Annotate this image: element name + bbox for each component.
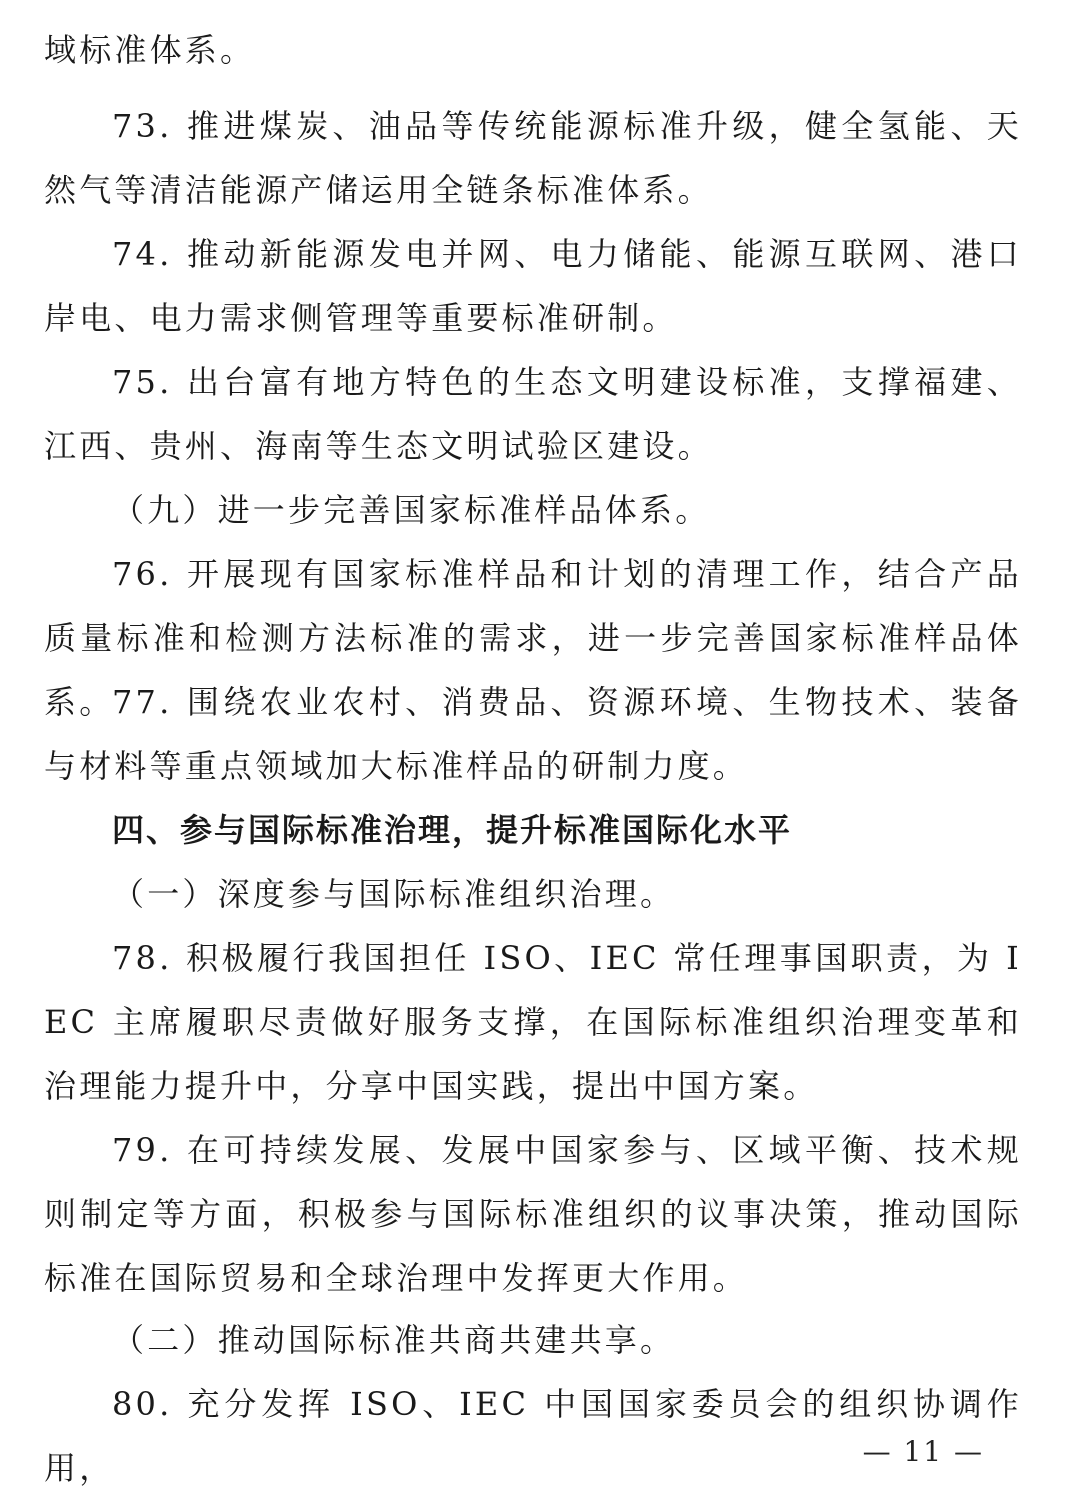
- paragraph-74: 74. 推动新能源发电并网、电力储能、能源互联网、港口岸电、电力需求侧管理等重要标准研制。: [44, 235, 1022, 337]
- page-number: — 11 —: [862, 1435, 984, 1468]
- paragraph-76: 76. 开展现有国家标准样品和计划的清理工作，结合产品质量标准和检测方法标准的需求，进一步完善国家标准样品体系。: [44, 555, 1022, 721]
- subheading-1: （一）深度参与国际标准组织治理。: [112, 875, 676, 913]
- paragraph-75: 75. 出台富有地方特色的生态文明建设标准，支撑福建、江西、贵州、海南等生态文明试验区建设。: [44, 363, 1022, 465]
- paragraph-73: 73. 推进煤炭、油品等传统能源标准升级，健全氢能、天然气等清洁能源产储运用全链条标准体系。: [44, 107, 1022, 209]
- subheading-2: （二）推动国际标准共商共建共享。: [112, 1321, 676, 1359]
- paragraph-79: 79. 在可持续发展、发展中国家参与、区域平衡、技术规则制定等方面，积极参与国际标准组织的议事决策，推动国际标准在国际贸易和全球治理中发挥更大作用。: [44, 1131, 1022, 1297]
- section-heading-4: 四、参与国际标准治理，提升标准国际化水平: [112, 811, 793, 849]
- subheading-9: （九）进一步完善国家标准样品体系。: [112, 491, 711, 529]
- paragraph-continuation: 域标准体系。: [44, 31, 256, 69]
- paragraph-77: 77. 围绕农业农村、消费品、资源环境、生物技术、装备与材料等重点领域加大标准样品的研制力度。: [44, 683, 1022, 785]
- paragraph-80: 80. 充分发挥 ISO、IEC 中国国家委员会的组织协调作用，: [44, 1385, 1022, 1487]
- paragraph-78: 78. 积极履行我国担任 ISO、IEC 常任理事国职责，为 IEC 主席履职尽责做好服务支撑，在国际标准组织治理变革和治理能力提升中，分享中国实践，提出中国方案。: [44, 939, 1022, 1105]
